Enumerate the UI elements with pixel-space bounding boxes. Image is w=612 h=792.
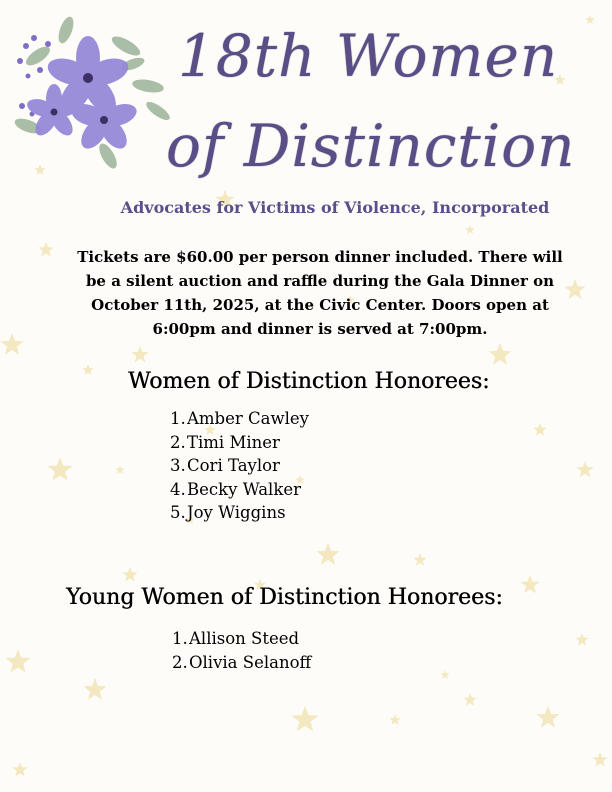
star-icon	[463, 693, 476, 706]
star-icon	[82, 364, 93, 375]
young-women-honorees-heading: Young Women of Distinction Honorees:	[66, 585, 503, 610]
star-icon	[38, 242, 53, 257]
list-item: 4.Becky Walker	[170, 479, 301, 499]
young-women-honorees-list	[172, 627, 311, 674]
women-honorees-heading: Women of Distinction Honorees:	[128, 369, 490, 394]
flower-bouquet-icon	[8, 16, 178, 186]
star-icon	[131, 346, 148, 362]
honoree-name: Cori Taylor	[187, 456, 280, 476]
star-icon	[12, 762, 27, 777]
star-icon	[585, 15, 595, 24]
honoree-name: Joy Wiggins	[187, 503, 286, 523]
honoree-name: Amber Cawley	[187, 409, 309, 428]
star-icon	[592, 752, 607, 767]
star-icon	[122, 567, 137, 582]
star-icon	[1, 333, 24, 355]
honoree-name: Becky Walker	[187, 479, 301, 499]
title-line-2: of Distinction	[166, 112, 576, 180]
women-honorees-list	[170, 407, 309, 525]
title-line-1: 18th Women	[178, 22, 559, 90]
honoree-name: Allison Steed	[189, 629, 300, 648]
list-item: 2.Olivia Selanoff	[172, 652, 312, 672]
star-icon	[537, 706, 560, 728]
list-item: 1.Allison Steed	[172, 629, 300, 648]
star-icon	[575, 633, 588, 646]
star-icon	[115, 465, 125, 474]
star-icon	[465, 225, 475, 234]
star-icon	[84, 678, 107, 700]
star-icon	[48, 457, 73, 481]
star-icon	[317, 543, 340, 565]
star-icon	[489, 343, 512, 365]
star-icon	[521, 575, 540, 593]
star-icon	[413, 553, 426, 566]
star-icon	[440, 670, 450, 679]
star-icon	[6, 649, 31, 673]
list-item: 1.Amber Cawley	[170, 409, 309, 428]
list-item: 2.Timi Miner	[170, 432, 280, 452]
list-item: 5.Joy Wiggins	[170, 503, 286, 523]
star-icon	[533, 423, 546, 436]
event-details: Tickets are $60.00 per person dinner included. There will be a silent auction and raffle during the Gala Dinner on October 11th, 2025, at the Civic Center. Doors open at 6:00pm and dinner is served at 7:00pm.	[77, 248, 563, 338]
star-icon	[389, 714, 400, 725]
star-icon	[292, 706, 319, 731]
star-icon	[576, 461, 593, 477]
list-item: 3.Cori Taylor	[170, 456, 280, 476]
organization-name: Advocates for Victims of Violence, Incorporated	[120, 198, 550, 217]
honoree-name: Olivia Selanoff	[189, 652, 312, 672]
honoree-name: Timi Miner	[187, 432, 280, 452]
